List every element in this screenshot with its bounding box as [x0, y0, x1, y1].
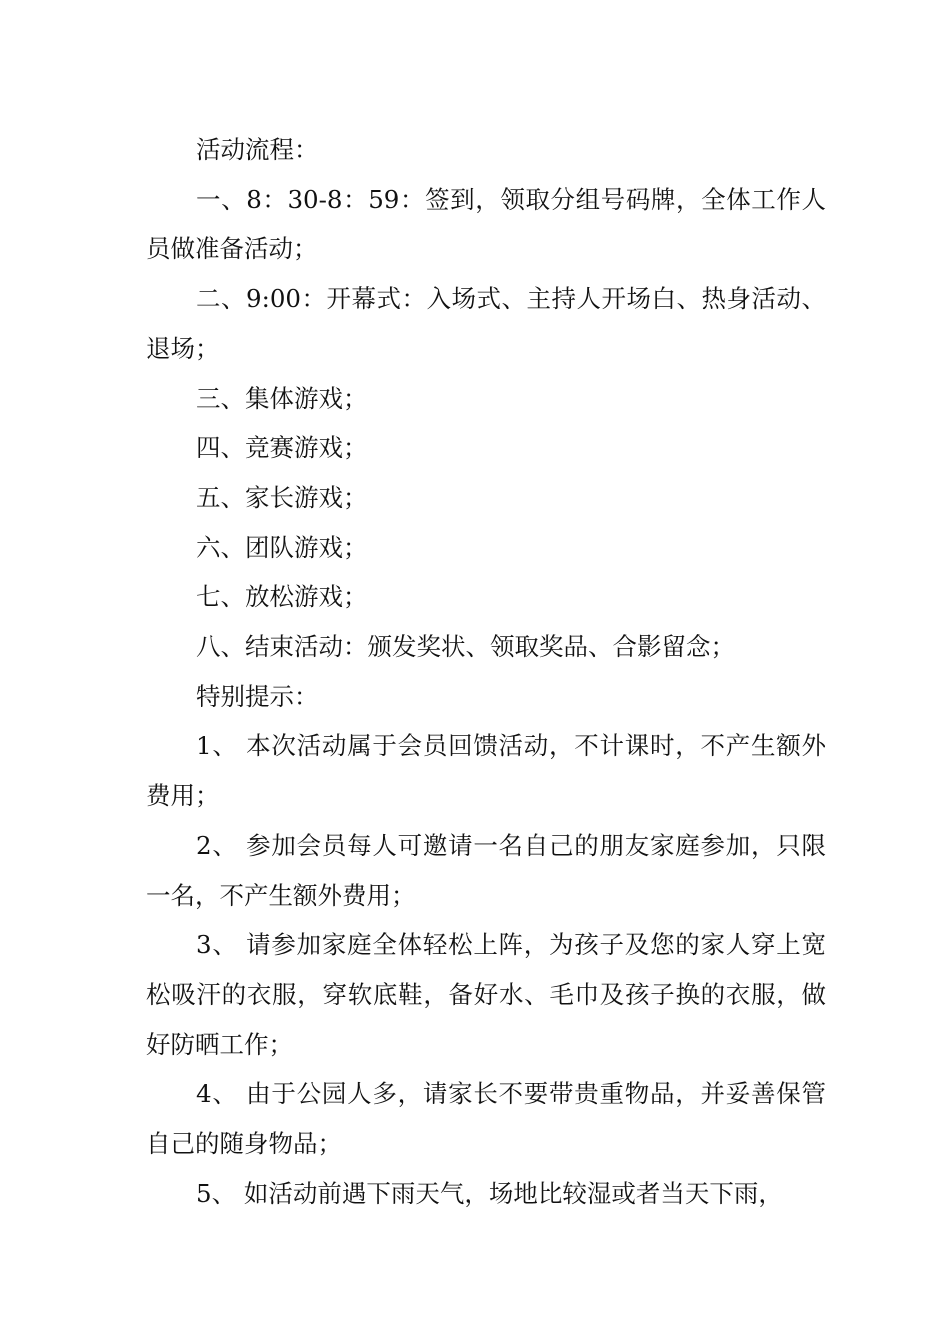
schedule-item-7: 七、放松游戏； [196, 582, 368, 612]
schedule-item-3: 三、集体游戏； [196, 383, 368, 413]
section-heading-notes: 特别提示： [196, 681, 319, 711]
document-body [146, 125, 826, 1218]
schedule-item-1: 一、8：30-8：59：签到，领取分组号码牌，全体工作人员做准备活动； [146, 184, 826, 264]
note-item-1: 1、 本次活动属于会员回馈活动，不计课时，不产生额外费用； [146, 731, 826, 811]
schedule-item-5: 五、家长游戏； [196, 482, 368, 512]
note-item-2: 2、 参加会员每人可邀请一名自己的朋友家庭参加，只限一名，不产生额外费用； [146, 830, 826, 910]
note-item-4: 4、 由于公园人多，请家长不要带贵重物品，并妥善保管自己的随身物品； [146, 1079, 826, 1159]
note-item-3: 3、 请参加家庭全体轻松上阵，为孩子及您的家人穿上宽松吸汗的衣服，穿软底鞋，备好水、毛巾及孩子换的衣服，做好防晒工作； [146, 930, 826, 1059]
schedule-item-4: 四、竞赛游戏； [196, 433, 368, 463]
section-heading-schedule: 活动流程： [196, 135, 319, 164]
schedule-item-6: 六、团队游戏； [196, 532, 368, 562]
schedule-item-8: 八、结束活动：颁发奖状、领取奖品、合影留念； [196, 632, 735, 662]
schedule-item-2: 二、9:00：开幕式：入场式、主持人开场白、热身活动、退场； [146, 284, 826, 363]
note-item-5: 5、 如活动前遇下雨天气，场地比较湿或者当天下雨， [196, 1178, 783, 1208]
